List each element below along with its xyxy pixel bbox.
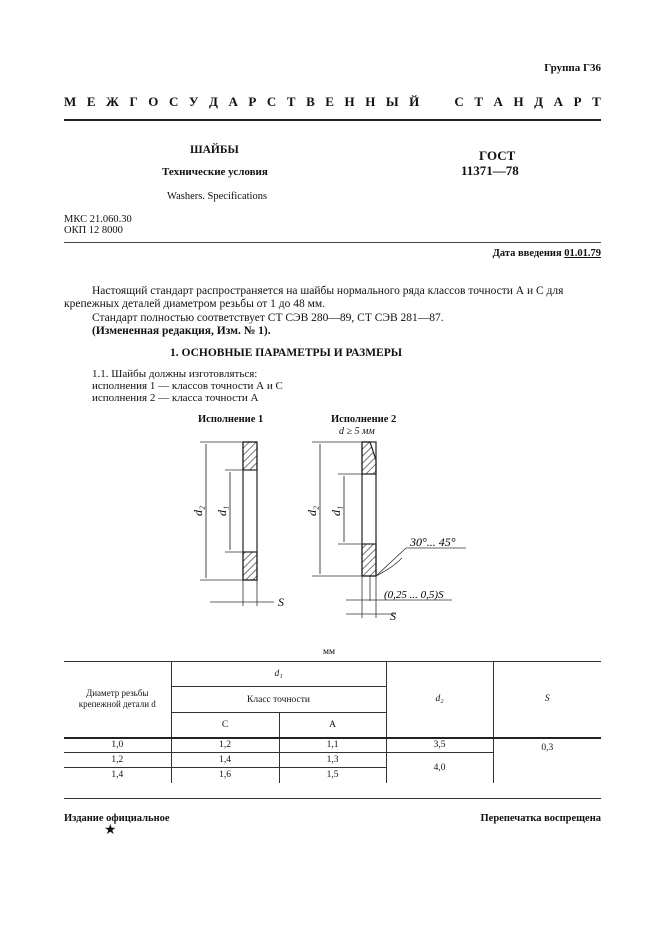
cell-s: 0,3 <box>493 738 601 783</box>
banner-letter: Ы <box>385 94 399 109</box>
chamfer-angle-label: 30°... 45° <box>410 535 456 549</box>
washer-dimensions-table <box>64 661 601 783</box>
group-code: Группа Г36 <box>544 62 601 74</box>
star-icon: ★ <box>104 823 117 838</box>
cell-d2: 3,5 <box>386 738 493 753</box>
chamfer-size-label: (0,25 ... 0,5)S <box>384 589 444 601</box>
gost-number: 11371—78 <box>461 163 519 178</box>
variant-1-d1-label: d₁ <box>215 505 229 516</box>
official-edition-label: Издание официальное <box>64 813 170 824</box>
banner-letter: Р <box>573 94 582 109</box>
header-class-c: С <box>171 713 279 738</box>
mks-code: МКС 21.060.30 <box>64 214 132 225</box>
banner-letter: Е <box>325 94 334 109</box>
banner-letter: Й <box>409 94 420 109</box>
document-subtitle: Технические условия <box>162 166 268 178</box>
header-d1: d₁ <box>171 662 386 687</box>
variant-1-line: исполнения 1 — классов точности А и С <box>92 380 283 392</box>
banner-letter: Н <box>513 94 524 109</box>
cell-class-c: 1,4 <box>171 753 279 768</box>
header-s: S <box>493 662 601 738</box>
cell-class-a: 1,5 <box>279 768 386 783</box>
standard-banner <box>64 94 601 110</box>
date-value: 01.01.79 <box>564 248 601 259</box>
item-1-1: 1.1. Шайбы должны изготовляться: <box>92 368 258 380</box>
banner-letter: В <box>306 94 315 109</box>
variant-2-condition: d ≥ 5 мм <box>339 426 375 437</box>
banner-letter: У <box>188 94 199 109</box>
cell-d2: 4,0 <box>386 753 493 783</box>
banner-letter: Д <box>534 94 544 109</box>
variant-2-s-label: S <box>390 609 396 623</box>
table-unit: мм <box>323 647 336 657</box>
variant-2-label: Исполнение 2 <box>331 414 397 425</box>
title-rule <box>64 242 601 243</box>
banner-letter: С <box>266 94 277 109</box>
header-class-a: А <box>279 713 386 738</box>
header-d2: d₂ <box>386 662 493 738</box>
table-row <box>64 738 601 753</box>
banner-letter: Г <box>129 94 138 109</box>
banner-letter: Н <box>365 94 376 109</box>
cell-thread: 1,0 <box>111 740 124 751</box>
intro-paragraph: Настоящий стандарт распространяется на шайбы нормального ряда классов точности А и С для крепежных деталей диаметром резьбы от 1 до 48 мм. <box>64 285 564 310</box>
banner-letter: Т <box>286 94 296 109</box>
banner-letter: Д <box>208 94 218 109</box>
english-title: Washers. Specifications <box>167 191 268 202</box>
document-title: ШАЙБЫ <box>190 144 239 156</box>
cell-class-a: 1,1 <box>279 738 386 753</box>
okp-code: ОКП 12 8000 <box>64 225 123 236</box>
cell-class-c: 1,2 <box>171 738 279 753</box>
date-label: Дата введения <box>492 248 562 259</box>
variant-2-d2-label: d₂ <box>305 505 319 516</box>
gost-label: ГОСТ <box>479 148 516 163</box>
banner-letter: С <box>168 94 179 109</box>
variant-1-s-label: S <box>278 595 284 609</box>
cell-thread: 1,4 <box>111 770 124 781</box>
banner-letter: Т <box>592 94 601 109</box>
header-thread-diameter: Диаметр резьбы крепежной детали d <box>78 688 156 710</box>
variant-1-section <box>200 442 274 606</box>
banner-letter: А <box>553 94 564 109</box>
banner-letter: М <box>64 94 77 109</box>
cell-class-c: 1,6 <box>171 768 279 783</box>
banner-letter <box>430 94 444 110</box>
compliance-paragraph: Стандарт полностью соответствует СТ СЭВ 280—89, СТ СЭВ 281—87. <box>92 312 444 324</box>
reprint-prohibited-label: Перепечатка воспрещена <box>480 813 601 824</box>
classification-codes <box>64 214 132 236</box>
washer-drawing <box>170 436 490 636</box>
header-accuracy-class: Класс точности <box>171 687 386 713</box>
section-heading: 1. ОСНОВНЫЕ ПАРАМЕТРЫ И РАЗМЕРЫ <box>170 347 403 359</box>
banner-letter: А <box>228 94 238 109</box>
amendment-note: (Измененная редакция, Изм. № 1). <box>92 325 271 337</box>
section-items <box>92 368 283 404</box>
banner-letter: Р <box>248 94 257 109</box>
variant-2-d1-label: d₁ <box>329 505 343 516</box>
variant-2-line: исполнения 2 — класса точности А <box>92 392 259 404</box>
header-rule <box>64 119 601 121</box>
banner-letter: Ж <box>106 94 119 109</box>
banner-letter: Т <box>474 94 483 109</box>
banner-letter: С <box>454 94 464 109</box>
effective-date <box>493 248 601 259</box>
cell-class-a: 1,3 <box>279 753 386 768</box>
variant-1-label: Исполнение 1 <box>198 414 264 425</box>
banner-letter: А <box>493 94 503 109</box>
banner-letter: Е <box>86 94 96 109</box>
variant-1-d2-label: d₂ <box>191 505 205 516</box>
banner-letter: Н <box>344 94 355 109</box>
banner-letter: О <box>148 94 159 109</box>
table-bottom-rule <box>64 798 601 799</box>
cell-thread: 1,2 <box>111 755 124 765</box>
